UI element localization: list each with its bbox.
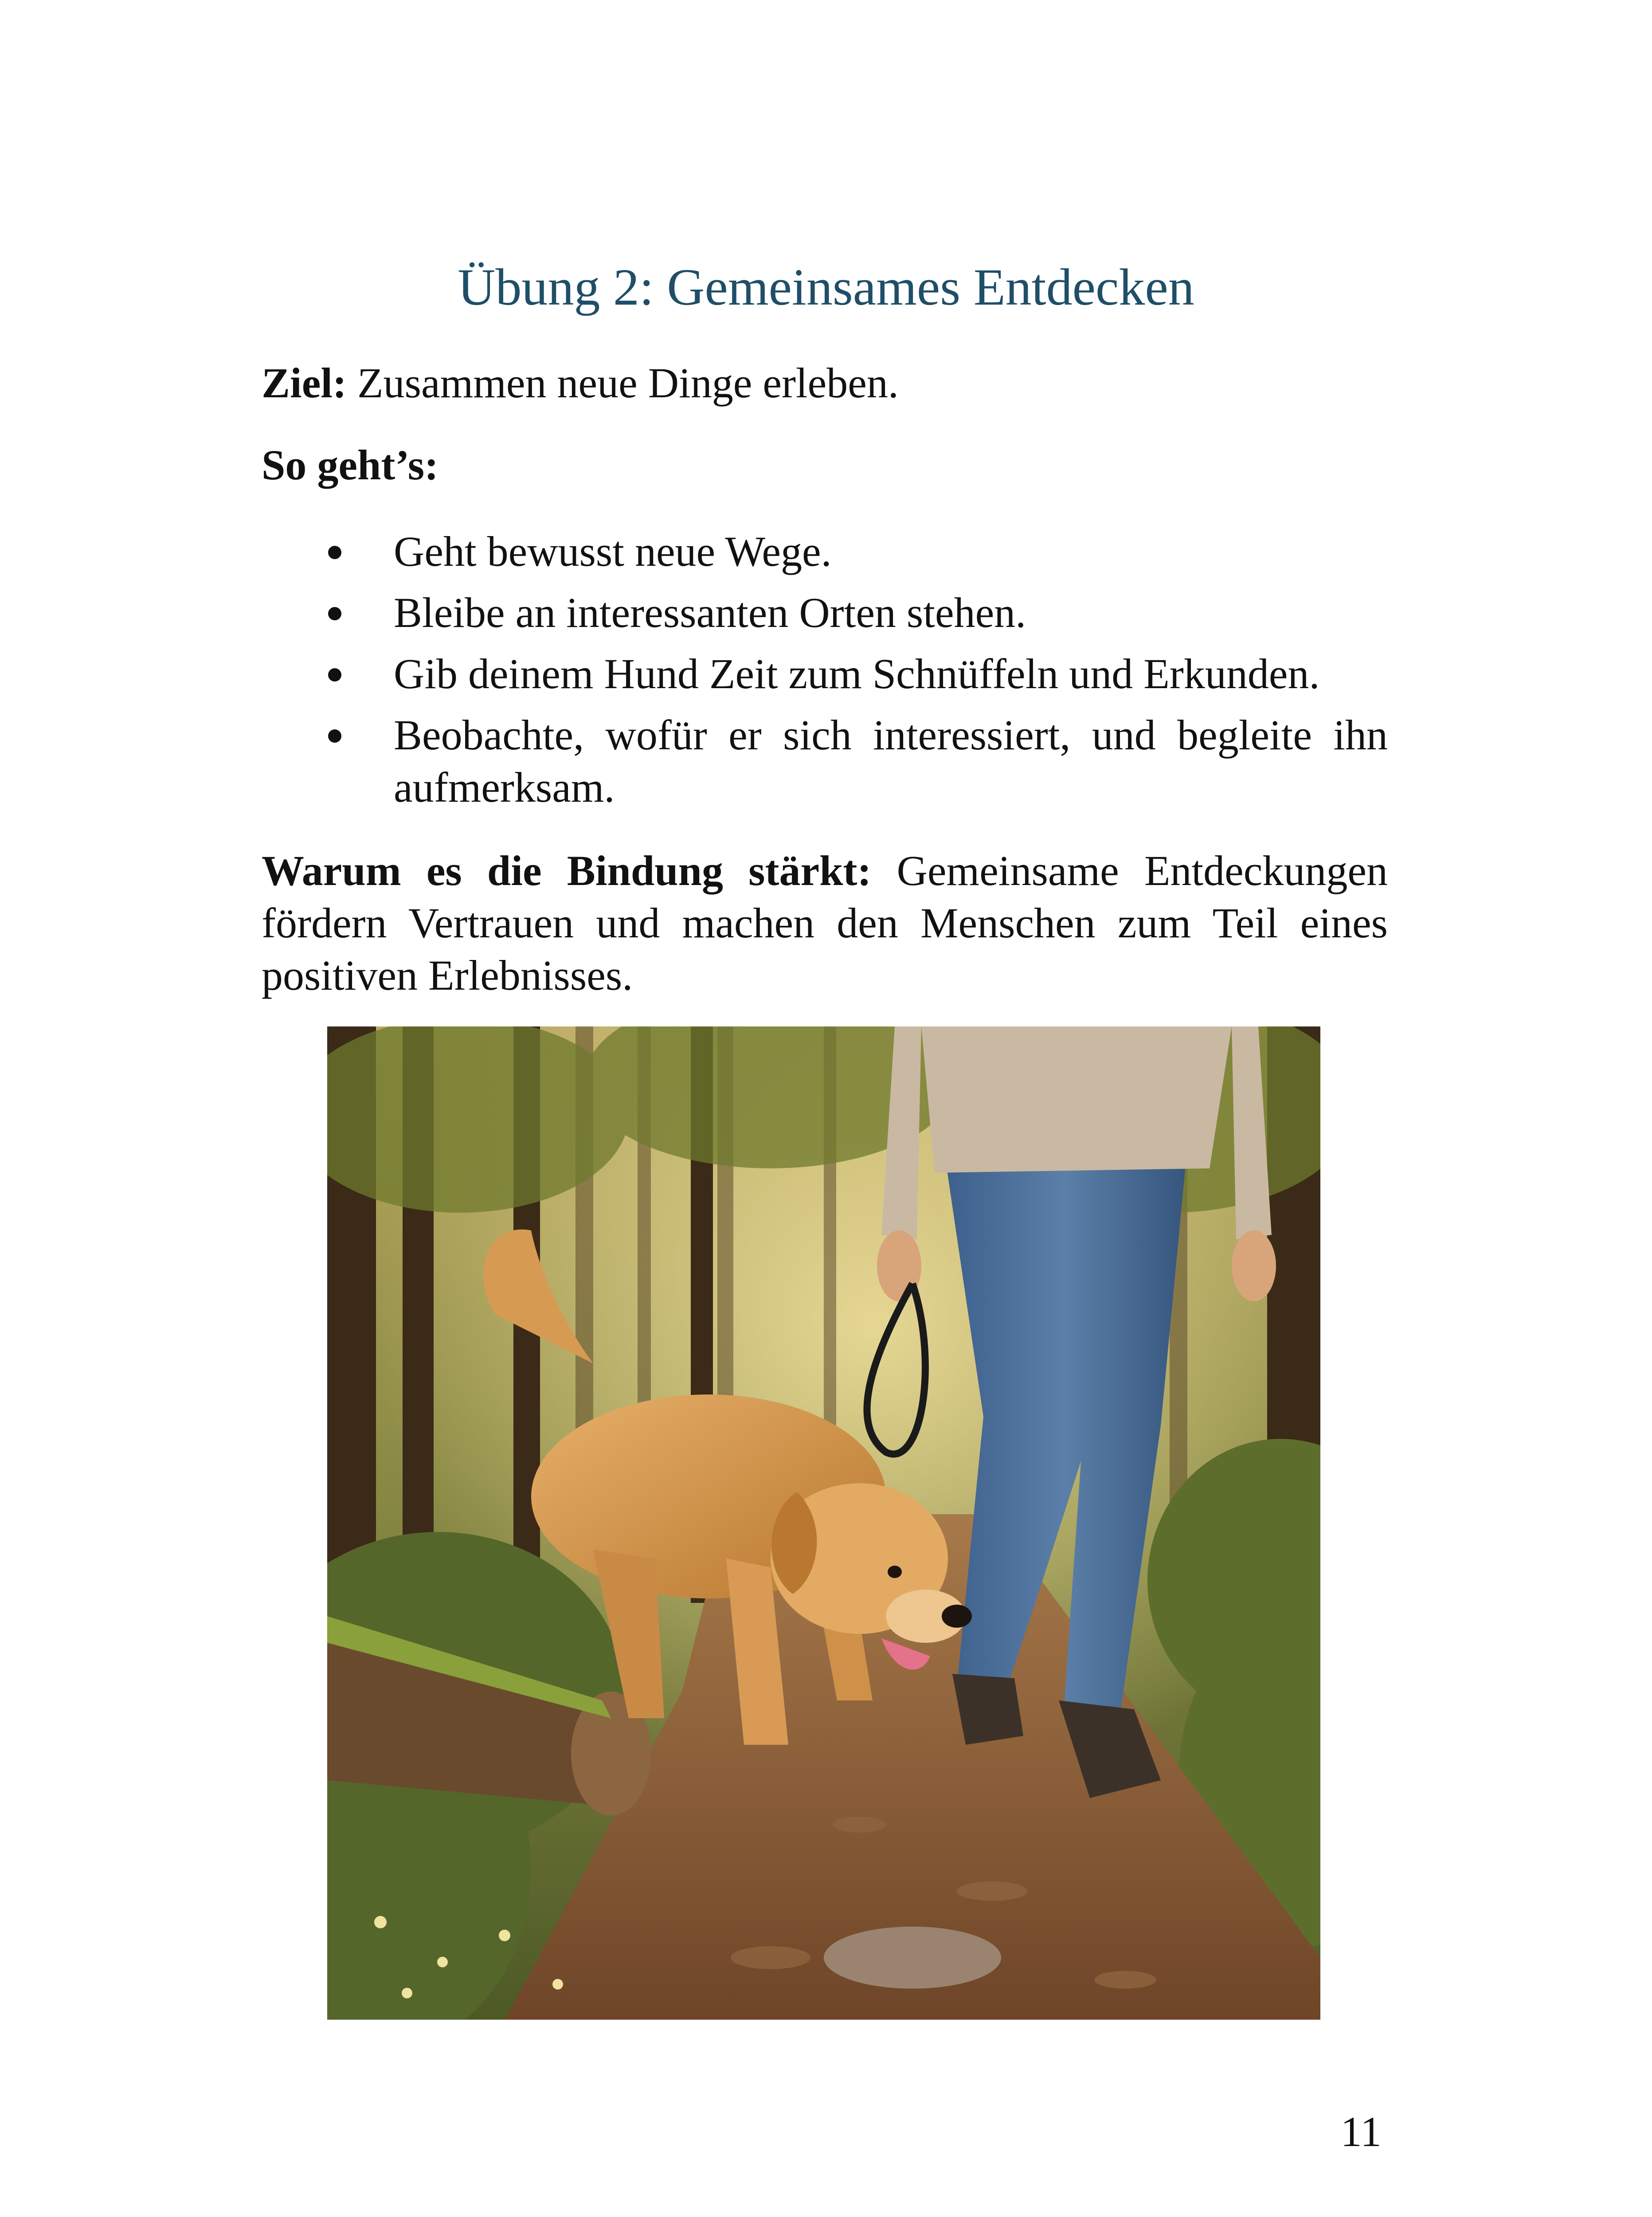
bullet-icon	[328, 729, 341, 743]
step-text: Beobachte, wofür er sich interessiert, und begleite ihn aufmerksam.	[394, 711, 1388, 811]
bullet-icon	[328, 546, 341, 559]
step-text: Geht bewusst neue Wege.	[394, 528, 832, 575]
goal-text: Zusammen neue Dinge erleben.	[346, 359, 899, 407]
exercise-title: Übung 2: Gemeinsames Entdecken	[458, 258, 1194, 316]
forest-walk-photo	[327, 1026, 1320, 2020]
list-item	[262, 648, 1388, 700]
page-number: 11	[1340, 2108, 1382, 2155]
why-paragraph	[262, 845, 1388, 1002]
list-item	[262, 587, 1388, 639]
list-item	[262, 709, 1388, 814]
why-label: Warum es die Bindung stärkt:	[262, 847, 872, 894]
forest-dog-illustration	[327, 1026, 1320, 2020]
bullet-icon	[328, 607, 341, 620]
step-text: Bleibe an interessanten Orten stehen.	[394, 589, 1026, 636]
list-item	[262, 525, 1388, 578]
goal-label: Ziel:	[262, 359, 347, 407]
how-heading	[262, 439, 1388, 491]
goal-paragraph	[262, 357, 1388, 409]
steps-list	[262, 525, 1388, 823]
step-text: Gib deinem Hund Zeit zum Schnüffeln und Erkunden.	[394, 650, 1320, 697]
why-text: Gemeinsame Entdeckungen fördern Vertrauen und machen den Menschen zum Teil eines positiven Erlebnisses.	[262, 847, 1388, 999]
bullet-icon	[328, 668, 341, 682]
how-label: So geht’s:	[262, 441, 439, 489]
